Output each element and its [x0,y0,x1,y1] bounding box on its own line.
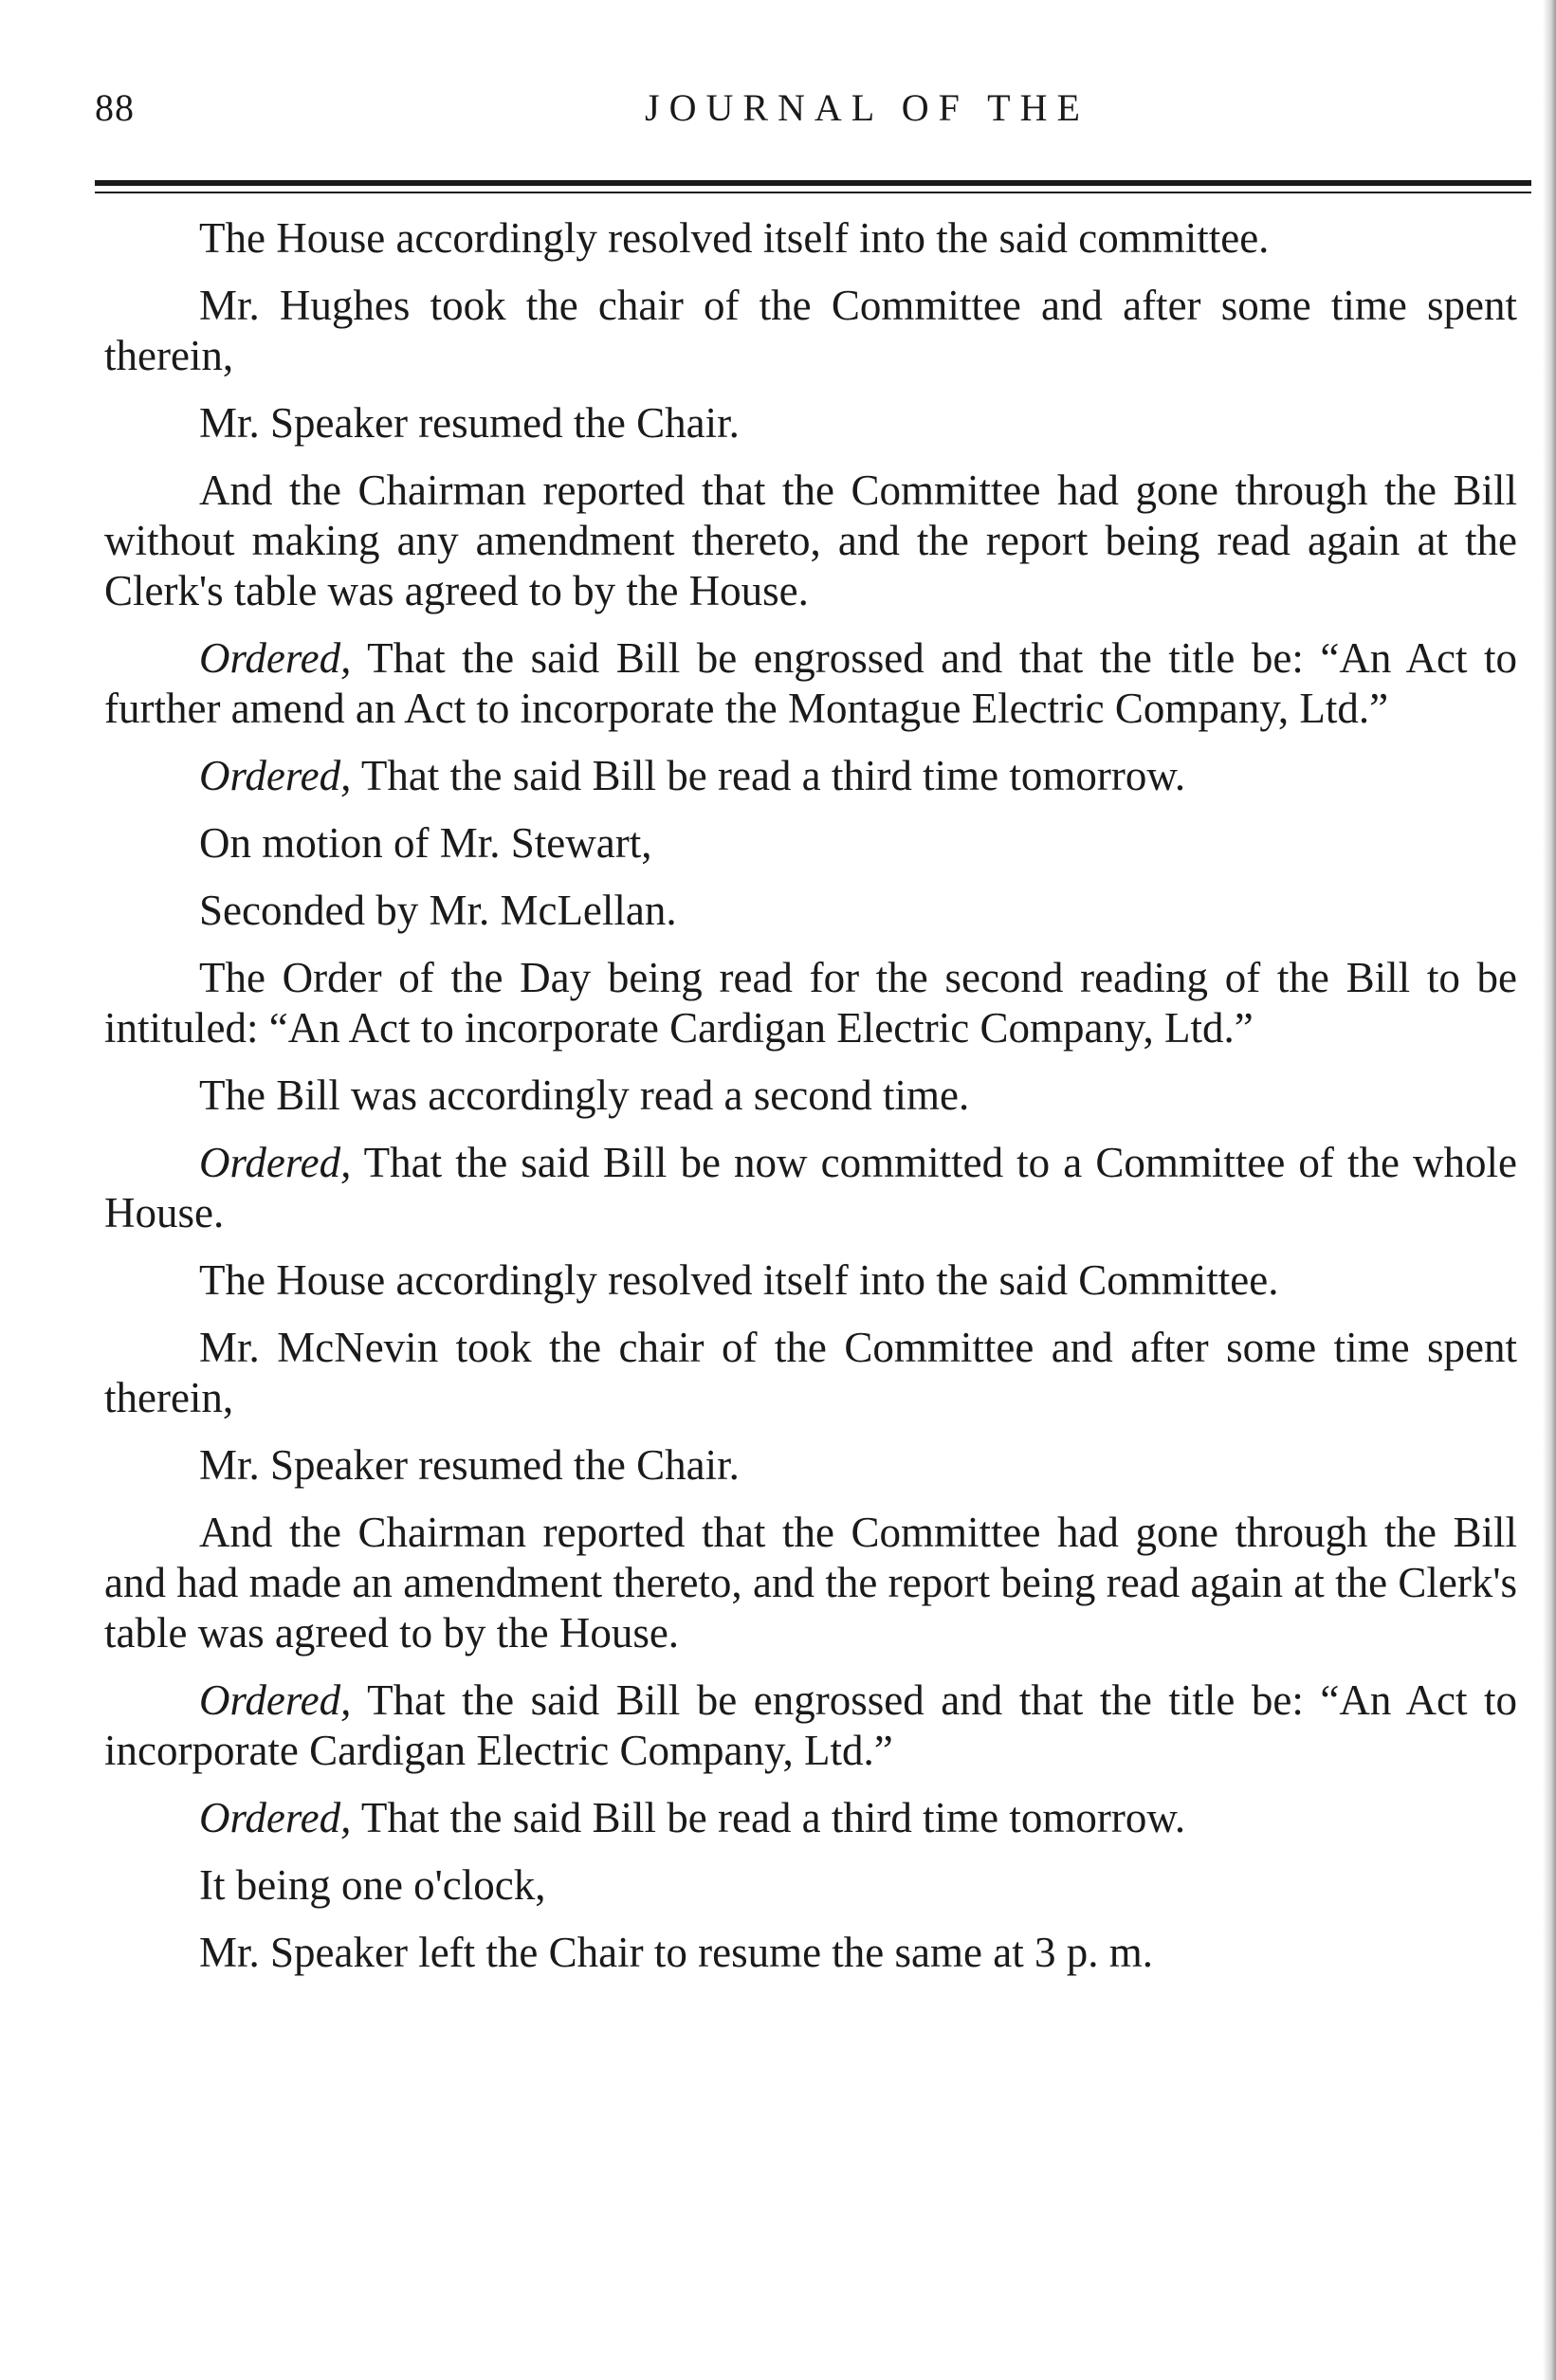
paragraph: And the Chairman reported that the Committee had gone through the Bill and had made an amendment thereto, and the report being read again at the Clerk's table was agreed to by the House. [104,1509,1517,1657]
ordered-paragraph: Ordered, That the said Bill be engrossed and that the title be: “An Act to further amend an Act to incorporate the Montague Electric Company, Ltd.” [104,634,1517,732]
ordered-paragraph: Ordered, That the said Bill be read a third time tomorrow. [199,752,1186,799]
paragraph: Mr. Hughes took the chair of the Committee and after some time spent therein, [104,282,1517,379]
paragraph: Mr. Speaker resumed the Chair. [199,1441,740,1489]
ordered-lead: Ordered, [199,1794,352,1841]
ordered-paragraph: Ordered, That the said Bill be read a third time tomorrow. [199,1794,1186,1841]
paragraph: The House accordingly resolved itself into the said committee. [199,214,1270,262]
header-rule-thick [95,180,1531,186]
ordered-lead: Ordered, [199,1139,352,1186]
running-head: JOURNAL OF THE [645,86,1089,129]
ordered-lead: Ordered, [199,1676,352,1724]
ordered-paragraph: Ordered, That the said Bill be engrossed and that the title be: “An Act to incorporate Cardigan Electric Company, Ltd.” [104,1676,1517,1774]
paragraph: Mr. Speaker left the Chair to resume the same at 3 p. m. [199,1929,1153,1976]
page-edge-shadow [1543,0,1556,2380]
page-header [95,76,1536,152]
paragraph: It being one o'clock, [199,1861,546,1909]
paragraph: Seconded by Mr. McLellan. [199,887,677,934]
paragraph: On motion of Mr. Stewart, [199,819,652,867]
header-rule-thin [95,192,1531,193]
ordered-paragraph: Ordered, That the said Bill be now committed to a Committee of the whole House. [104,1139,1517,1236]
paragraph: The Order of the Day being read for the second reading of the Bill to be intituled: “An Act to incorporate Cardigan Electric Company, Ltd.” [104,954,1517,1052]
paragraph: And the Chairman reported that the Committee had gone through the Bill without making any amendment thereto, and the report being read again at the Clerk's table was agreed to by the House. [104,467,1517,614]
paragraph: The Bill was accordingly read a second time. [199,1071,970,1119]
paragraph: Mr. McNevin took the chair of the Committee and after some time spent therein, [104,1324,1517,1421]
ordered-lead: Ordered, [199,634,352,682]
ordered-lead: Ordered, [199,752,352,799]
paragraph: Mr. Speaker resumed the Chair. [199,399,740,447]
paragraph: The House accordingly resolved itself into the said Committee. [199,1256,1279,1304]
page-number: 88 [95,86,135,129]
journal-body [104,213,1517,1995]
